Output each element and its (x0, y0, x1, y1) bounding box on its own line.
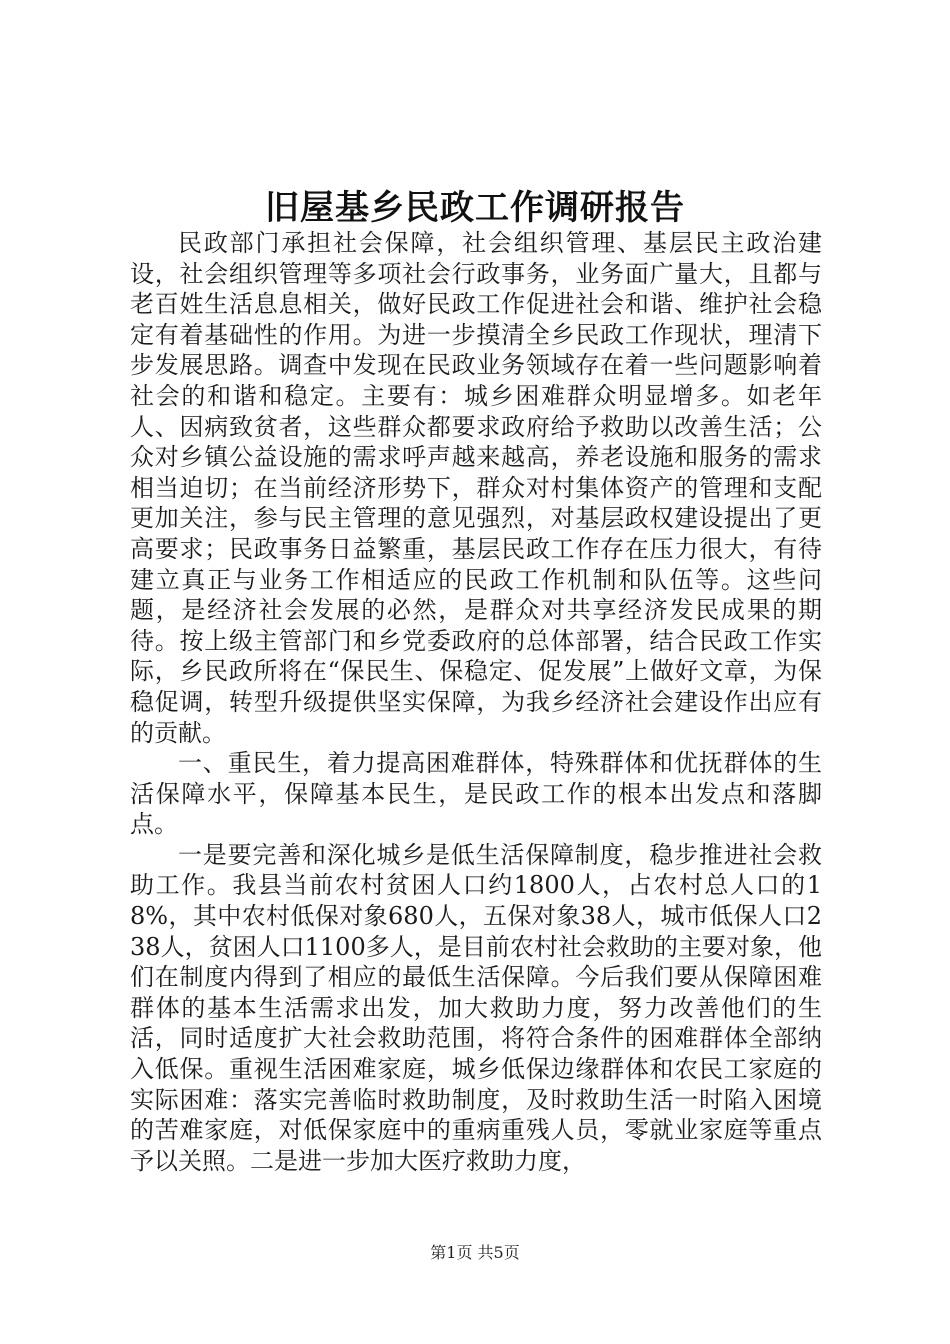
document-body (130, 228, 822, 1176)
paragraph-section-one-heading: 一、重民生，着力提高困难群体，特殊群体和优抚群体的生活保障水平，保障基本民生，是民政工作的根本出发点和落脚点。 (130, 749, 822, 839)
document-title: 旧屋基乡民政工作调研报告 (265, 188, 685, 228)
paragraph-intro: 民政部门承担社会保障，社会组织管理、基层民主政治建设，社会组织管理等多项社会行政事务，业务面广量大，且都与老百姓生活息息相关，做好民政工作促进社会和谐、维护社会稳定有着基础性的作用。为进一步摸清全乡民政工作现状，理清下步发展思路。调查中发现在民政业务领域存在着一些问题影响着社会的和谐和稳定。主要有：城乡困难群众明显增多。如老年人、因病致贫者，这些群众都要求政府给予救助以改善生活；公众对乡镇公益设施的需求呼声越来越高，养老设施和服务的需求相当迫切；在当前经济形势下，群众对村集体资产的管理和支配更加关注，参与民主管理的意见强烈，对基层政权建设提出了更高要求；民政事务日益繁重，基层民政工作存在压力很大，有待建立真正与业务工作相适应的民政工作机制和队伍等。这些问题，是经济社会发展的必然，是群众对共享经济发民成果的期待。按上级主管部门和乡党委政府的总体部署，结合民政工作实际，乡民政所将在“保民生、保稳定、促发展”上做好文章，为保稳促调，转型升级提供坚实保障，为我乡经济社会建设作出应有的贡献。 (130, 229, 822, 747)
page-number-footer: 第1页 共5页 (430, 1243, 520, 1262)
paragraph-section-one-point-one: 一是要完善和深化城乡是低生活保障制度，稳步推进社会救助工作。我县当前农村贫困人口约1800人，占农村总人口的18%，其中农村低保对象680人，五保对象38人，城市低保人口238人，贫困人口1100多人，是目前农村社会救助的主要对象，他们在制度内得到了相应的最低生活保障。今后我们要从保障困难群体的基本生活需求出发，加大救助力度，努力改善他们的生活，同时适度扩大社会救助范围，将符合条件的困难群体全部纳入低保。重视生活困难家庭，城乡低保边缘群体和农民工家庭的实际困难：落实完善临时救助制度，及时救助生活一时陷入困境的苦难家庭，对低保家庭中的重病重残人员，零就业家庭等重点予以关照。二是进一步加大医疗救助力度， (130, 840, 822, 1175)
